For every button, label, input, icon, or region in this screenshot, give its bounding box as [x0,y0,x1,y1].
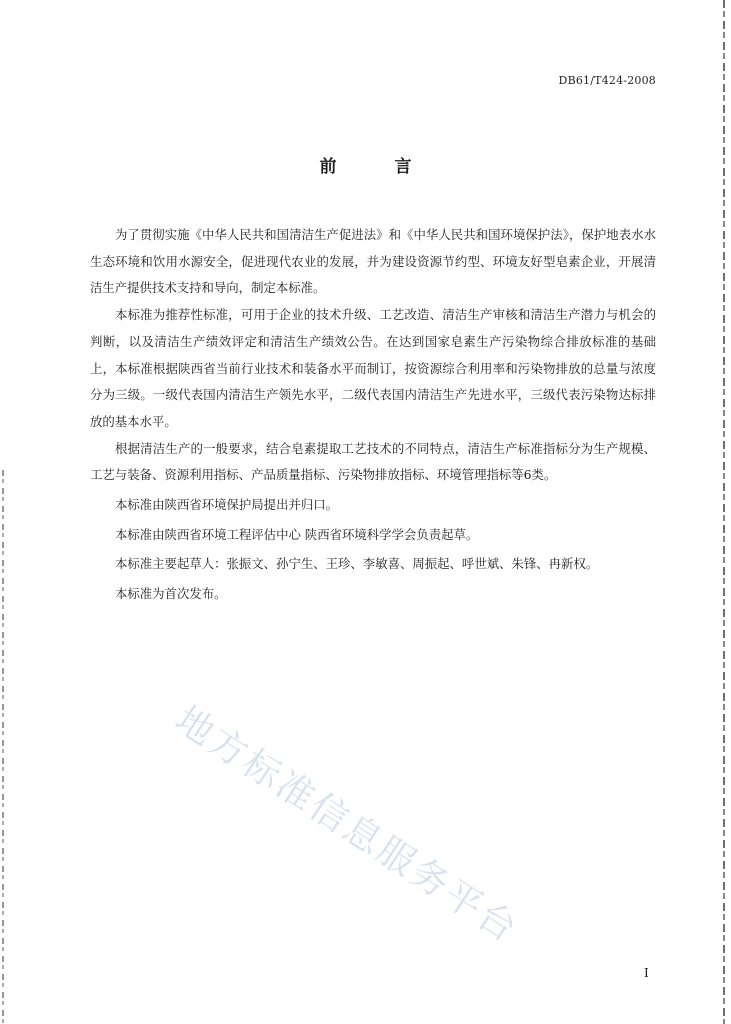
paragraph-proposer: 本标准由陕西省环境保护局提出并归口。 [115,497,339,513]
paragraph-indicators: 根据清洁生产的一般要求，结合皂素提取工艺技术的不同特点，清洁生产标准指标分为生产规模、工艺与装备、资源利用指标、产品质量指标、污染物排放指标、环境管理指标等6类。 [90,440,656,483]
paragraph-first-release: 本标准为首次发布。 [115,586,227,602]
page-title: 前 言 [319,157,438,177]
body-text [90,222,656,608]
page-number: I [644,966,649,980]
paragraph-purpose: 为了贯彻实施《中华人民共和国清洁生产促进法》和《中华人民共和国环境保护法》，保护地表水水生态环境和饮用水源安全，促进现代农业的发展，并为建设资源节约型、环境友好型皂素企业，开展清洁生产提供技术支持和导向，制定本标准。 [90,227,656,296]
document-code: DB61/T424-2008 [558,74,656,87]
watermark: 地方标准信息服务平台 [167,697,527,952]
paragraph-drafters: 本标准主要起草人：张振文、孙宁生、王珍、李敏喜、周振起、呼世斌、朱锋、冉新权。 [115,556,599,572]
paragraph-scope: 本标准为推荐性标准，可用于企业的技术升级、工艺改造、清洁生产审核和清洁生产潜力与机会的判断，以及清洁生产绩效评定和清洁生产绩效公告。在达到国家皂素生产污染物综合排放标准的基础上，本标准根据陕西省当前行业技术和装备水平而制订，按资源综合利用率和污染物排放的总量与浓度分为三级。一级代表国内清洁生产领先水平，二级代表国内清洁生产先进水平，三级代表污染物达标排放的基本水平。 [90,307,656,429]
scan-edge-left [2,470,4,1024]
paragraph-drafting-units: 本标准由陕西省环境工程评估中心 陕西省环境科学学会负责起草。 [115,526,479,542]
